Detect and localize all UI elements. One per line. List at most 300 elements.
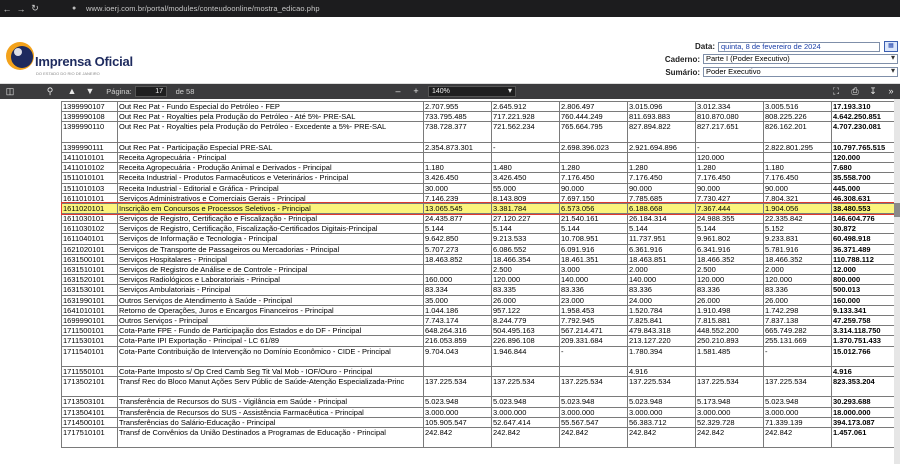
row-value: 2.500	[492, 265, 560, 275]
row-value: 760.444.249	[560, 112, 628, 122]
row-value: 137.225.534	[696, 377, 764, 397]
table-row	[62, 224, 899, 234]
date-label: Data:	[694, 42, 715, 51]
row-code: 1717510101	[62, 428, 118, 448]
row-value: 3.381.784	[492, 203, 560, 213]
row-value: 567.214.471	[560, 326, 628, 336]
row-description: Cota-Parte FPE - Fundo de Participação dos Estados e do DF - Principal	[118, 326, 424, 336]
row-value	[764, 366, 832, 376]
row-value: 9.642.850	[424, 234, 492, 244]
sumario-row	[665, 67, 898, 77]
row-value: 2.698.396.023	[560, 142, 628, 152]
zoom-out-icon[interactable]: –	[395, 86, 401, 96]
row-total: 1.457.061	[832, 428, 899, 448]
row-code: 1631510101	[62, 265, 118, 275]
row-description: Outros Serviços - Principal	[118, 315, 424, 325]
row-value: 1.958.453	[560, 305, 628, 315]
row-value: 120.000	[764, 275, 832, 285]
row-code: 1611030102	[62, 224, 118, 234]
row-value: 1.581.485	[696, 346, 764, 366]
row-value: 24.988.355	[696, 214, 764, 224]
row-value: 56.383.712	[628, 417, 696, 427]
row-value: 26.184.314	[628, 214, 696, 224]
row-value: 1.280	[628, 163, 696, 173]
row-value: 7.730.427	[696, 193, 764, 203]
logo-subtitle: DO ESTADO DO RIO DE JANEIRO	[36, 71, 100, 76]
row-description: Serviços Ambulatoriais - Principal	[118, 285, 424, 295]
row-description: Cota-Parte IPI Exportação - Principal - LC 61/89	[118, 336, 424, 346]
row-value: 13.065.545	[424, 203, 492, 213]
row-value: 6.086.552	[492, 244, 560, 254]
pdf-document-area[interactable]	[0, 99, 900, 464]
row-value: 1.520.784	[628, 305, 696, 315]
row-value: 717.221.928	[492, 112, 560, 122]
row-value: 90.000	[696, 183, 764, 193]
row-value: 1.044.186	[424, 305, 492, 315]
row-code: 1711540101	[62, 346, 118, 366]
row-value: 55.000	[492, 183, 560, 193]
forward-icon[interactable]: →	[16, 3, 26, 14]
row-total: 4.707.230.081	[832, 122, 899, 142]
row-value: 826.162.201	[764, 122, 832, 142]
row-total: 9.133.341	[832, 305, 899, 315]
row-total: 7.680	[832, 163, 899, 173]
row-value: 479.843.318	[628, 326, 696, 336]
row-description: Out Rec Pat - Fundo Especial do Petróleo - FEP	[118, 102, 424, 112]
download-icon[interactable]: ↧	[869, 86, 877, 96]
row-value: 1.180	[764, 163, 832, 173]
row-value: 71.339.139	[764, 417, 832, 427]
sumario-select[interactable]: Poder Executivo ▾	[703, 67, 898, 77]
row-value: 83.336	[696, 285, 764, 295]
row-value: 226.896.108	[492, 336, 560, 346]
row-code: 1399990107	[62, 102, 118, 112]
row-value: 2.000	[628, 265, 696, 275]
row-value: 1.280	[560, 163, 628, 173]
row-value: 11.737.951	[628, 234, 696, 244]
row-description: Cota-Parte Imposto s/ Op Cred Camb Seg Tit Val Mob - IOF/Ouro - Principal	[118, 366, 424, 376]
row-code: 1713502101	[62, 377, 118, 397]
row-value: 83.336	[560, 285, 628, 295]
row-value: 1.280	[696, 163, 764, 173]
row-description: Serviços Administrativos e Comerciais Gerais - Principal	[118, 193, 424, 203]
row-value: 3.015.096	[628, 102, 696, 112]
row-total: 110.788.112	[832, 254, 899, 264]
row-value: 137.225.534	[628, 377, 696, 397]
row-description: Out Rec Pat - Participação Especial PRE-SAL	[118, 142, 424, 152]
table-row	[62, 346, 899, 366]
table-row	[62, 203, 899, 213]
row-value: 90.000	[764, 183, 832, 193]
row-value: 160.000	[424, 275, 492, 285]
row-value: 18.463.852	[424, 254, 492, 264]
row-value: 7.785.685	[628, 193, 696, 203]
row-value: 9.704.043	[424, 346, 492, 366]
row-total: 3.314.118.750	[832, 326, 899, 336]
row-value: 3.000.000	[560, 407, 628, 417]
row-value: 18.466.352	[696, 254, 764, 264]
row-total: 146.604.776	[832, 214, 899, 224]
row-description: Transferência de Recursos do SUS - Assistência Farmacêutica - Principal	[118, 407, 424, 417]
row-value: 105.905.547	[424, 417, 492, 427]
row-value: 7.367.444	[696, 203, 764, 213]
row-value: 1.904.056	[764, 203, 832, 213]
row-description: Serviços de Transporte de Passageiros ou Mercadorias - Principal	[118, 244, 424, 254]
row-value: 242.842	[628, 428, 696, 448]
sidebar-toggle-icon[interactable]: ◫	[5, 86, 15, 96]
row-value: 3.012.334	[696, 102, 764, 112]
row-code: 1631520101	[62, 275, 118, 285]
row-value: 10.708.951	[560, 234, 628, 244]
row-code: 1621020101	[62, 244, 118, 254]
row-description: Receita Industrial - Produtos Farmacêuticos e Veterinários - Principal	[118, 173, 424, 183]
row-description: Out Rec Pat - Royalties pela Produção do Petróleo - Excedente a 5%- PRE-SAL	[118, 122, 424, 142]
previous-page-icon[interactable]: ▲	[67, 86, 77, 96]
row-value: 120.000	[492, 275, 560, 285]
row-value: 5.144	[424, 224, 492, 234]
row-value: 8.143.809	[492, 193, 560, 203]
row-value: 665.749.282	[764, 326, 832, 336]
row-value	[424, 152, 492, 162]
row-total: 1.370.751.433	[832, 336, 899, 346]
table-row	[62, 102, 899, 112]
row-value: 83.336	[764, 285, 832, 295]
row-value: 5.023.948	[560, 397, 628, 407]
row-value: 5.144	[560, 224, 628, 234]
row-value: 9.233.831	[764, 234, 832, 244]
row-value: 137.225.534	[764, 377, 832, 397]
sumario-label: Sumário:	[665, 67, 700, 77]
row-value: 2.806.497	[560, 102, 628, 112]
site-header	[0, 17, 900, 84]
row-total: 4.642.250.851	[832, 112, 899, 122]
table-row	[62, 183, 899, 193]
row-value: 24.000	[628, 295, 696, 305]
table-row	[62, 152, 899, 162]
row-value: 90.000	[628, 183, 696, 193]
row-value	[696, 366, 764, 376]
row-value: 140.000	[560, 275, 628, 285]
row-value	[424, 366, 492, 376]
row-code: 1411010101	[62, 152, 118, 162]
row-value: -	[492, 142, 560, 152]
row-value: 5.144	[696, 224, 764, 234]
row-value: 242.842	[560, 428, 628, 448]
row-value: 90.000	[560, 183, 628, 193]
row-value: 7.837.138	[764, 315, 832, 325]
row-value: -	[560, 346, 628, 366]
logo-title: Imprensa Oficial	[35, 54, 133, 69]
row-description: Receita Industrial - Editorial e Gráfica - Principal	[118, 183, 424, 193]
table-row	[62, 407, 899, 417]
lock-icon[interactable]: ●	[72, 5, 77, 12]
table-row	[62, 417, 899, 427]
table-row	[62, 265, 899, 275]
row-total: 30.293.688	[832, 397, 899, 407]
row-description: Outros Serviços de Atendimento à Saúde - Principal	[118, 295, 424, 305]
row-value: 18.466.352	[764, 254, 832, 264]
row-description: Transf de Convênios da União Destinados a Programas de Educação - Principal	[118, 428, 424, 448]
row-value: 1.910.498	[696, 305, 764, 315]
row-value: 1.480	[492, 163, 560, 173]
row-value: 52.647.414	[492, 417, 560, 427]
row-value: 1.780.394	[628, 346, 696, 366]
row-total: 120.000	[832, 152, 899, 162]
row-value: 4.916	[628, 366, 696, 376]
row-value: 1.946.844	[492, 346, 560, 366]
row-value: 26.000	[764, 295, 832, 305]
row-value: 7.176.450	[628, 173, 696, 183]
row-value: 120.000	[696, 152, 764, 162]
row-value: -	[764, 346, 832, 366]
row-value: 3.000.000	[696, 407, 764, 417]
row-value: 137.225.534	[492, 377, 560, 397]
row-description: Transferência de Recursos do SUS - Vigilância em Saúde - Principal	[118, 397, 424, 407]
row-value: 827.894.822	[628, 122, 696, 142]
row-code: 1611040101	[62, 234, 118, 244]
row-value: 7.743.174	[424, 315, 492, 325]
calendar-icon[interactable]: ▦	[884, 41, 898, 52]
row-value: 9.213.533	[492, 234, 560, 244]
caderno-label: Caderno:	[664, 54, 700, 64]
row-value: 957.122	[492, 305, 560, 315]
row-description: Serviços de Informação e Tecnologia - Principal	[118, 234, 424, 244]
row-value: 2.645.912	[492, 102, 560, 112]
back-icon[interactable]: ←	[2, 3, 12, 14]
date-row	[695, 41, 898, 52]
row-value: 242.842	[492, 428, 560, 448]
row-value: 242.842	[424, 428, 492, 448]
caderno-row	[665, 54, 898, 64]
row-value: 2.921.694.896	[628, 142, 696, 152]
row-value: 5.144	[628, 224, 696, 234]
table-row	[62, 214, 899, 224]
row-value: 137.225.534	[424, 377, 492, 397]
row-code: 1711530101	[62, 336, 118, 346]
row-value: 26.000	[696, 295, 764, 305]
row-value: 209.331.684	[560, 336, 628, 346]
row-value: 120.000	[696, 275, 764, 285]
row-code: 1631500101	[62, 254, 118, 264]
row-value: 22.335.842	[764, 214, 832, 224]
page-number-input[interactable]: 17	[135, 86, 167, 97]
row-code: 1711550101	[62, 366, 118, 376]
presentation-mode-icon[interactable]: ⛶	[832, 86, 840, 96]
row-value: 52.329.728	[696, 417, 764, 427]
row-total: 60.498.918	[832, 234, 899, 244]
row-value: 3.426.450	[492, 173, 560, 183]
row-value: 83.334	[424, 285, 492, 295]
row-total: 17.193.310	[832, 102, 899, 112]
row-description: Transferências do Salário-Educação - Principal	[118, 417, 424, 427]
table-row	[62, 275, 899, 285]
row-value: 733.795.485	[424, 112, 492, 122]
row-total: 35.558.700	[832, 173, 899, 183]
date-field[interactable]: quinta, 8 de fevereiro de 2024	[718, 42, 880, 52]
row-value: 2.707.955	[424, 102, 492, 112]
reload-icon[interactable]: ↻	[31, 3, 39, 13]
row-code: 1641010101	[62, 305, 118, 315]
row-value: 2.822.801.295	[764, 142, 832, 152]
row-value: 5.707.273	[424, 244, 492, 254]
row-value	[560, 366, 628, 376]
table-row	[62, 122, 899, 142]
row-total: 12.000	[832, 265, 899, 275]
table-row	[62, 285, 899, 295]
row-code: 1631530101	[62, 285, 118, 295]
caderno-select[interactable]: Parte I (Poder Executivo) ▾	[703, 54, 898, 64]
row-value: 250.210.893	[696, 336, 764, 346]
table-row	[62, 305, 899, 315]
print-icon[interactable]: ⎙	[851, 86, 859, 96]
url-field[interactable]: www.ioerj.com.br/portal/modules/conteudoonline/mostra_edicao.php	[86, 4, 320, 13]
table-row	[62, 326, 899, 336]
row-value: 648.264.316	[424, 326, 492, 336]
row-total: 394.173.087	[832, 417, 899, 427]
table-row	[62, 377, 899, 397]
scrollbar-thumb[interactable]	[894, 203, 900, 217]
row-value: 448.552.200	[696, 326, 764, 336]
row-value: 18.466.354	[492, 254, 560, 264]
row-total: 46.308.631	[832, 193, 899, 203]
row-code: 1699990101	[62, 315, 118, 325]
row-value	[492, 152, 560, 162]
row-value: 3.000.000	[764, 407, 832, 417]
row-value: 7.146.239	[424, 193, 492, 203]
row-total: 500.013	[832, 285, 899, 295]
row-value	[764, 152, 832, 162]
page-label: Página:	[106, 87, 132, 96]
row-value: 55.567.547	[560, 417, 628, 427]
row-value: 808.225.226	[764, 112, 832, 122]
row-value: 7.804.321	[764, 193, 832, 203]
table-row	[62, 397, 899, 407]
row-value: 5.023.948	[764, 397, 832, 407]
row-value: 5.023.948	[424, 397, 492, 407]
row-code: 1411010102	[62, 163, 118, 173]
row-value: 2.354.873.301	[424, 142, 492, 152]
zoom-in-icon[interactable]: +	[413, 86, 419, 96]
row-description: Serviços de Registro, Certificação, Fiscalização-Certificados Digitais-Principal	[118, 224, 424, 234]
row-value	[628, 152, 696, 162]
row-value: 9.961.802	[696, 234, 764, 244]
row-code: 1611030101	[62, 214, 118, 224]
zoom-select[interactable]: 140% ▾	[428, 86, 516, 97]
row-value: 26.000	[492, 295, 560, 305]
row-total: 445.000	[832, 183, 899, 193]
page-total: de 58	[175, 87, 195, 96]
row-code: 1714500101	[62, 417, 118, 427]
row-code: 1713503101	[62, 397, 118, 407]
row-total: 47.259.758	[832, 315, 899, 325]
row-value: 504.495.163	[492, 326, 560, 336]
row-code: 1511010103	[62, 183, 118, 193]
row-value: 140.000	[628, 275, 696, 285]
row-value: 5.152	[764, 224, 832, 234]
row-value: 83.335	[492, 285, 560, 295]
row-value: 811.693.883	[628, 112, 696, 122]
table-row	[62, 336, 899, 346]
row-code: 1713504101	[62, 407, 118, 417]
row-value: 1.180	[424, 163, 492, 173]
row-value: 83.336	[628, 285, 696, 295]
row-total: 15.012.766	[832, 346, 899, 366]
row-value: 137.225.534	[560, 377, 628, 397]
row-description: Cota-Parte Contribuição de Intervenção no Domínio Econômico - CIDE - Principal	[118, 346, 424, 366]
row-value: 8.244.779	[492, 315, 560, 325]
row-value: 827.217.651	[696, 122, 764, 142]
row-value: 765.664.795	[560, 122, 628, 142]
row-value: 6.361.916	[628, 244, 696, 254]
row-description: Receita Agropecuária - Principal	[118, 152, 424, 162]
row-value: 810.870.080	[696, 112, 764, 122]
row-description: Serviços Radiológicos e Laboratoriais - Principal	[118, 275, 424, 285]
row-total: 10.797.765.515	[832, 142, 899, 152]
row-code: 1399990110	[62, 122, 118, 142]
row-value: 7.176.450	[560, 173, 628, 183]
row-total: 36.371.489	[832, 244, 899, 254]
row-description: Inscrição em Concursos e Processos Seletivos - Principal	[118, 203, 424, 213]
row-value: 18.463.851	[628, 254, 696, 264]
more-tools-icon[interactable]: »	[888, 86, 894, 96]
table-row	[62, 142, 899, 152]
row-code: 1399990111	[62, 142, 118, 152]
row-value: 242.842	[696, 428, 764, 448]
row-value: 7.176.450	[764, 173, 832, 183]
row-code: 1399990108	[62, 112, 118, 122]
table-row	[62, 428, 899, 448]
next-page-icon[interactable]: ▼	[85, 86, 95, 96]
row-total: 38.480.553	[832, 203, 899, 213]
row-description: Transf Rec do Bloco Manut Ações Serv Públic de Saúde-Atenção Especializada-Princ	[118, 377, 424, 397]
row-value: 6.188.668	[628, 203, 696, 213]
table-row	[62, 295, 899, 305]
row-value: 6.091.916	[560, 244, 628, 254]
row-value: 2.500	[696, 265, 764, 275]
row-value: 21.540.161	[560, 214, 628, 224]
row-value: 5.173.948	[696, 397, 764, 407]
scrollbar-track[interactable]	[894, 99, 900, 464]
row-total: 18.000.000	[832, 407, 899, 417]
row-code: 1631990101	[62, 295, 118, 305]
row-description: Retorno de Operações, Juros e Encargos Financeiros - Principal	[118, 305, 424, 315]
row-code: 1611010101	[62, 193, 118, 203]
row-value: 6.341.916	[696, 244, 764, 254]
row-code: 1611020101	[62, 203, 118, 213]
row-code: 1511010101	[62, 173, 118, 183]
table-row	[62, 254, 899, 264]
search-icon[interactable]: ⚲	[46, 86, 54, 96]
revenue-table	[61, 101, 899, 448]
row-value	[424, 265, 492, 275]
row-total: 800.000	[832, 275, 899, 285]
row-value	[492, 366, 560, 376]
row-value: 1.742.298	[764, 305, 832, 315]
row-value: 18.461.351	[560, 254, 628, 264]
table-row	[62, 244, 899, 254]
row-description: Serviços de Registro de Análise e de Controle - Principal	[118, 265, 424, 275]
row-value: 5.023.948	[628, 397, 696, 407]
row-value: 242.842	[764, 428, 832, 448]
row-value: 216.053.859	[424, 336, 492, 346]
row-total: 30.872	[832, 224, 899, 234]
row-value: 3.000.000	[424, 407, 492, 417]
row-value	[560, 152, 628, 162]
row-value: 3.000	[560, 265, 628, 275]
row-value: 738.728.377	[424, 122, 492, 142]
row-value: 27.120.227	[492, 214, 560, 224]
row-value: 5.781.916	[764, 244, 832, 254]
